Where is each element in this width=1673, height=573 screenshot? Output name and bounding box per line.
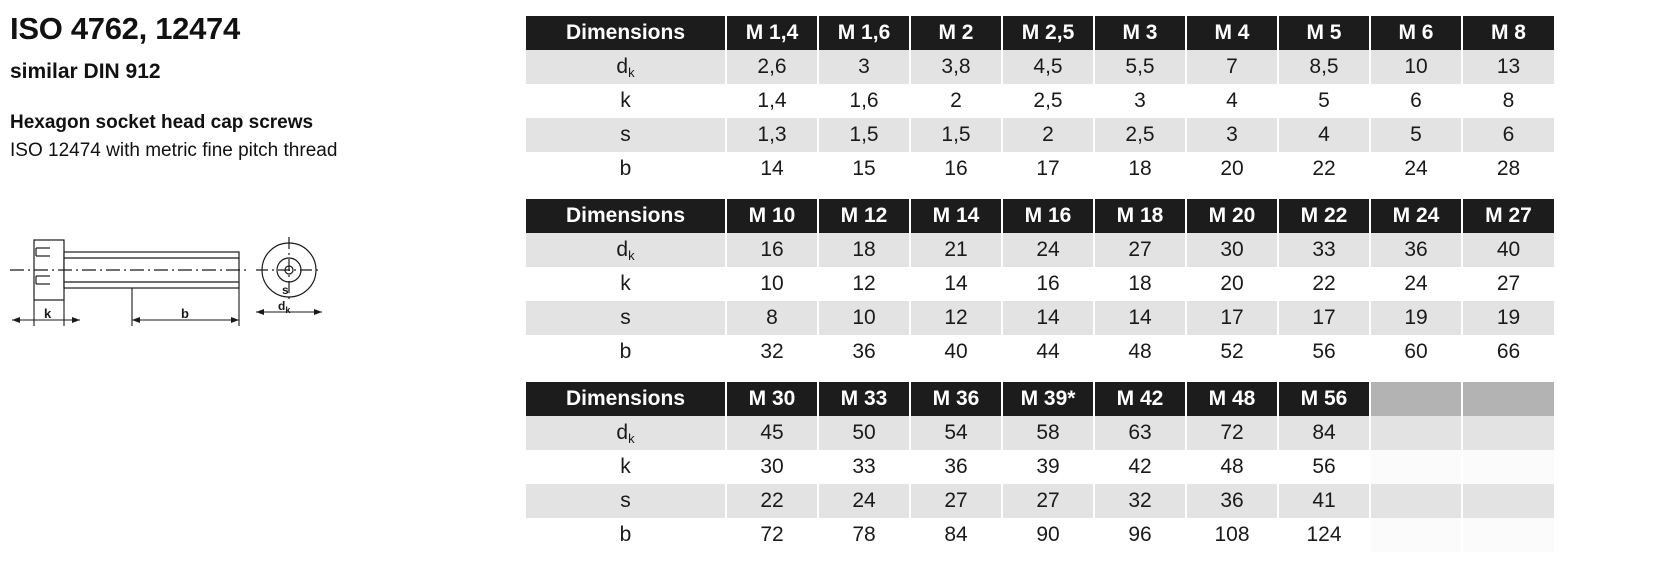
table-cell: 30 — [726, 450, 818, 484]
product-heading: Hexagon socket head cap screws — [10, 112, 314, 134]
table-cell-empty — [1462, 484, 1554, 518]
table-cell: 40 — [910, 335, 1002, 369]
dimension-table-3 — [526, 382, 1554, 552]
table-cell: 58 — [1002, 416, 1094, 450]
table-row — [526, 335, 1554, 369]
table-row — [526, 267, 1554, 301]
header-size: M 10 — [726, 199, 818, 233]
table-cell: 2,6 — [726, 50, 818, 84]
table-cell: 5 — [1278, 84, 1370, 118]
table-cell: 18 — [1094, 267, 1186, 301]
header-size: M 48 — [1186, 382, 1278, 416]
header-empty — [1370, 382, 1462, 416]
screw-technical-drawing — [4, 222, 344, 347]
table-cell: 17 — [1186, 301, 1278, 335]
table-cell: 16 — [726, 233, 818, 267]
product-description: ISO 12474 with metric fine pitch thread — [10, 140, 338, 162]
table-cell-empty — [1370, 484, 1462, 518]
table-cell: 84 — [910, 518, 1002, 552]
table-cell: 19 — [1462, 301, 1554, 335]
table-header-row — [526, 199, 1554, 233]
page-title: ISO 4762, 12474 — [10, 11, 240, 46]
table-cell: 60 — [1370, 335, 1462, 369]
table-cell: 52 — [1186, 335, 1278, 369]
table-row — [526, 152, 1554, 186]
table-cell: 6 — [1462, 118, 1554, 152]
dimension-tables — [526, 16, 1558, 565]
table-cell: 36 — [1186, 484, 1278, 518]
table-cell: 2 — [910, 84, 1002, 118]
table-cell: 48 — [1094, 335, 1186, 369]
table-cell: 10 — [818, 301, 910, 335]
table-cell: 3 — [1186, 118, 1278, 152]
table-cell: 4 — [1186, 84, 1278, 118]
header-size: M 36 — [910, 382, 1002, 416]
table-cell: 20 — [1186, 152, 1278, 186]
table-cell: 2,5 — [1002, 84, 1094, 118]
standard-subtitle: similar DIN 912 — [10, 60, 161, 84]
table-cell-empty — [1370, 416, 1462, 450]
screw-drawing-svg — [4, 222, 344, 347]
table-cell: 3 — [818, 50, 910, 84]
table-cell-empty — [1370, 450, 1462, 484]
table-cell: 33 — [1278, 233, 1370, 267]
table-cell: 8 — [1462, 84, 1554, 118]
row-label: b — [526, 152, 726, 186]
row-label: k — [526, 450, 726, 484]
table-header-row — [526, 382, 1554, 416]
table-cell: 50 — [818, 416, 910, 450]
table-cell: 10 — [726, 267, 818, 301]
table-row — [526, 450, 1554, 484]
header-size: M 8 — [1462, 16, 1554, 50]
header-size: M 4 — [1186, 16, 1278, 50]
table-cell: 27 — [1462, 267, 1554, 301]
table-cell: 36 — [818, 335, 910, 369]
table-cell: 16 — [910, 152, 1002, 186]
header-size: M 2 — [910, 16, 1002, 50]
table-cell: 22 — [1278, 267, 1370, 301]
table-cell: 63 — [1094, 416, 1186, 450]
table-cell: 4 — [1278, 118, 1370, 152]
table-row — [526, 518, 1554, 552]
header-size: M 5 — [1278, 16, 1370, 50]
header-size: M 20 — [1186, 199, 1278, 233]
table-cell: 6 — [1370, 84, 1462, 118]
row-label: k — [526, 84, 726, 118]
table-cell: 5,5 — [1094, 50, 1186, 84]
product-info — [10, 12, 510, 162]
table-cell: 14 — [910, 267, 1002, 301]
table-cell: 90 — [1002, 518, 1094, 552]
header-size: M 30 — [726, 382, 818, 416]
table-cell: 72 — [726, 518, 818, 552]
dimension-table-1 — [526, 16, 1554, 186]
header-dimensions: Dimensions — [526, 16, 726, 50]
table-cell: 24 — [1370, 152, 1462, 186]
table-cell: 5 — [1370, 118, 1462, 152]
table-cell: 84 — [1278, 416, 1370, 450]
table-cell: 124 — [1278, 518, 1370, 552]
table-cell: 78 — [818, 518, 910, 552]
table-cell: 45 — [726, 416, 818, 450]
table-cell-empty — [1462, 518, 1554, 552]
row-label: k — [526, 267, 726, 301]
drawing-label-k: k — [44, 306, 52, 321]
table-cell: 96 — [1094, 518, 1186, 552]
table-row — [526, 50, 1554, 84]
table-cell: 44 — [1002, 335, 1094, 369]
table-cell: 24 — [1002, 233, 1094, 267]
row-label: s — [526, 118, 726, 152]
table-cell: 41 — [1278, 484, 1370, 518]
table-cell: 19 — [1370, 301, 1462, 335]
table-cell-empty — [1462, 450, 1554, 484]
table-cell: 28 — [1462, 152, 1554, 186]
table-cell: 22 — [726, 484, 818, 518]
table-cell: 1,3 — [726, 118, 818, 152]
table-cell: 18 — [818, 233, 910, 267]
table-cell: 10 — [1370, 50, 1462, 84]
header-size: M 1,6 — [818, 16, 910, 50]
header-size: M 14 — [910, 199, 1002, 233]
table-cell: 39 — [1002, 450, 1094, 484]
table-cell: 27 — [910, 484, 1002, 518]
table-cell: 17 — [1002, 152, 1094, 186]
table-cell: 108 — [1186, 518, 1278, 552]
row-label: s — [526, 484, 726, 518]
table-cell: 33 — [818, 450, 910, 484]
table-cell-empty — [1370, 518, 1462, 552]
table-cell: 7 — [1186, 50, 1278, 84]
header-size: M 2,5 — [1002, 16, 1094, 50]
header-dimensions: Dimensions — [526, 199, 726, 233]
table-cell: 40 — [1462, 233, 1554, 267]
table-cell: 54 — [910, 416, 1002, 450]
table-cell: 1,5 — [910, 118, 1002, 152]
table-cell: 8 — [726, 301, 818, 335]
table-cell: 27 — [1094, 233, 1186, 267]
table-cell: 12 — [818, 267, 910, 301]
table-row — [526, 84, 1554, 118]
header-size: M 42 — [1094, 382, 1186, 416]
table-cell: 56 — [1278, 335, 1370, 369]
table-cell: 20 — [1186, 267, 1278, 301]
header-size: M 22 — [1278, 199, 1370, 233]
table-cell: 22 — [1278, 152, 1370, 186]
row-label: $d_k$ — [526, 50, 726, 84]
header-size: M 16 — [1002, 199, 1094, 233]
header-size: M 33 — [818, 382, 910, 416]
table-cell: 17 — [1278, 301, 1370, 335]
header-size: M 56 — [1278, 382, 1370, 416]
table-cell: 8,5 — [1278, 50, 1370, 84]
table-row — [526, 416, 1554, 450]
table-row — [526, 301, 1554, 335]
row-label: $d_k$ — [526, 416, 726, 450]
table-cell: 13 — [1462, 50, 1554, 84]
drawing-label-dk: $d_k$ — [278, 299, 291, 315]
table-cell: 14 — [1002, 301, 1094, 335]
row-label: b — [526, 518, 726, 552]
table-row — [526, 118, 1554, 152]
table-cell: 18 — [1094, 152, 1186, 186]
table-header-row — [526, 16, 1554, 50]
table-cell: 32 — [1094, 484, 1186, 518]
table-cell: 32 — [726, 335, 818, 369]
header-size: M 6 — [1370, 16, 1462, 50]
table-cell: 42 — [1094, 450, 1186, 484]
table-cell: 36 — [910, 450, 1002, 484]
header-dimensions: Dimensions — [526, 382, 726, 416]
table-cell: 24 — [818, 484, 910, 518]
header-size: M 24 — [1370, 199, 1462, 233]
table-cell: 21 — [910, 233, 1002, 267]
row-label: b — [526, 335, 726, 369]
row-label: s — [526, 301, 726, 335]
header-size: M 39* — [1002, 382, 1094, 416]
table-cell: 36 — [1370, 233, 1462, 267]
table-cell: 72 — [1186, 416, 1278, 450]
table-cell-empty — [1462, 416, 1554, 450]
header-empty — [1462, 382, 1554, 416]
header-size: M 18 — [1094, 199, 1186, 233]
table-cell: 27 — [1002, 484, 1094, 518]
table-cell: 12 — [910, 301, 1002, 335]
table-cell: 1,5 — [818, 118, 910, 152]
header-size: M 27 — [1462, 199, 1554, 233]
table-cell: 3 — [1094, 84, 1186, 118]
table-cell: 16 — [1002, 267, 1094, 301]
table-cell: 56 — [1278, 450, 1370, 484]
table-row — [526, 233, 1554, 267]
table-cell: 24 — [1370, 267, 1462, 301]
table-cell: 1,6 — [818, 84, 910, 118]
table-cell: 4,5 — [1002, 50, 1094, 84]
row-label: $d_k$ — [526, 233, 726, 267]
table-cell: 2,5 — [1094, 118, 1186, 152]
table-row — [526, 484, 1554, 518]
table-cell: 1,4 — [726, 84, 818, 118]
header-size: M 1,4 — [726, 16, 818, 50]
header-size: M 3 — [1094, 16, 1186, 50]
table-cell: 14 — [726, 152, 818, 186]
table-cell: 3,8 — [910, 50, 1002, 84]
table-cell: 14 — [1094, 301, 1186, 335]
drawing-label-b: b — [181, 306, 189, 321]
header-size: M 12 — [818, 199, 910, 233]
drawing-label-s: s — [282, 283, 289, 297]
dimension-table-2 — [526, 199, 1554, 369]
table-cell: 30 — [1186, 233, 1278, 267]
table-cell: 2 — [1002, 118, 1094, 152]
table-cell: 48 — [1186, 450, 1278, 484]
table-cell: 66 — [1462, 335, 1554, 369]
table-cell: 15 — [818, 152, 910, 186]
